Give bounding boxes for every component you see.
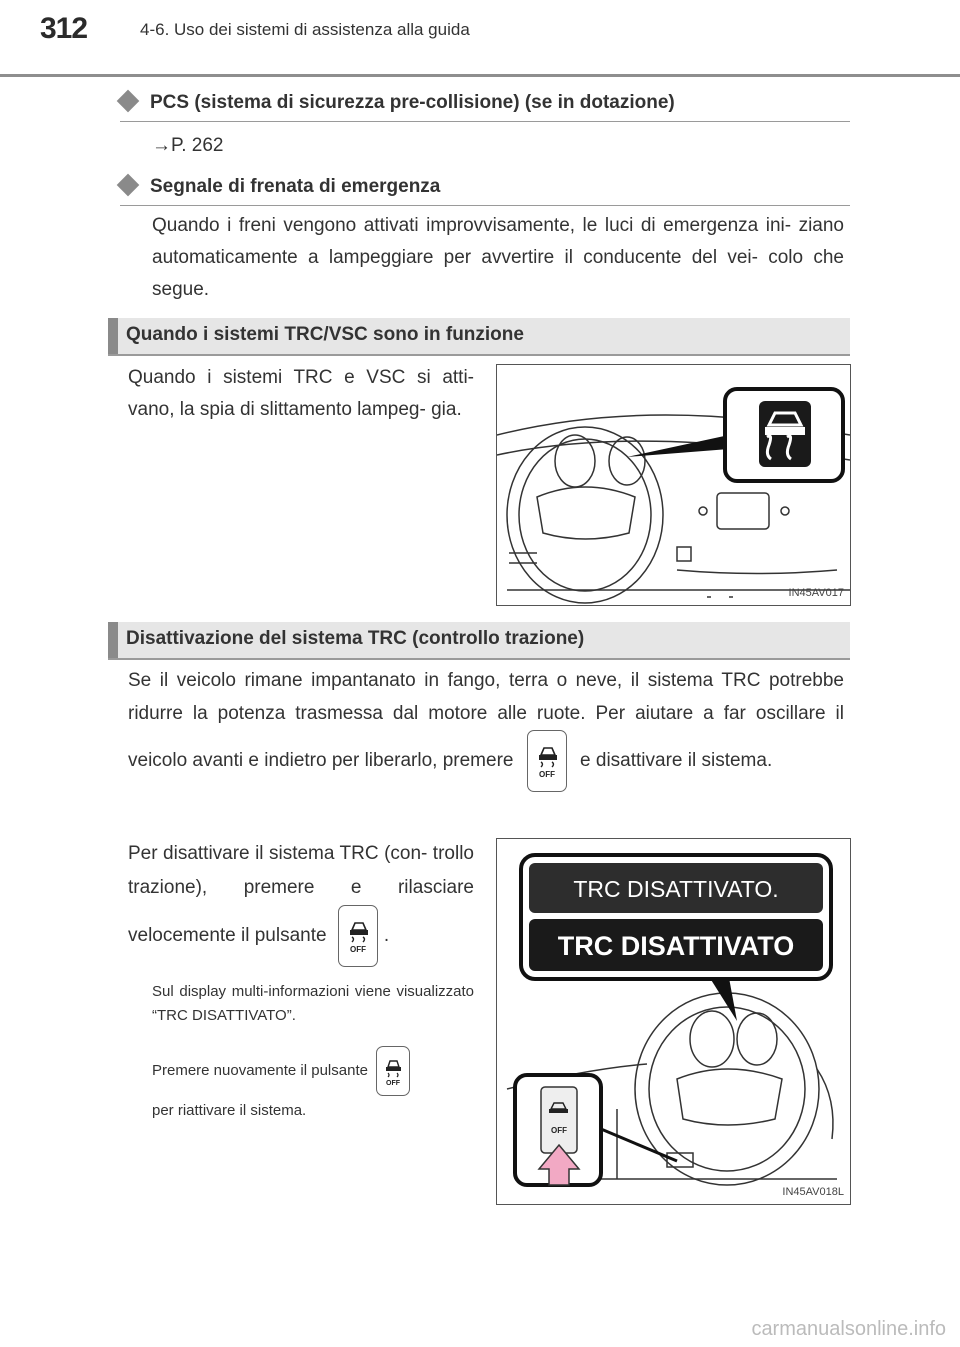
- skid-off-icon: [528, 731, 566, 791]
- section-edge: [108, 318, 118, 354]
- trc-off-instruction: [128, 837, 474, 967]
- trc-off-button-icon: [338, 905, 378, 967]
- section-rule: [108, 354, 850, 356]
- emergency-title-row: [120, 176, 440, 198]
- dashboard-illustration: [497, 365, 850, 605]
- section-edge: [108, 622, 118, 658]
- display-message-top: TRC DISATTIVATO.: [573, 876, 779, 902]
- watermark: carmanualsonline.info: [751, 1318, 946, 1340]
- running-title: 4-6. Uso dei sistemi di assistenza alla guida: [140, 20, 470, 39]
- pcs-title-row: [120, 92, 675, 114]
- trc-off-instruction-before: Per disattivare il sistema TRC (con- trollo trazione), premere e rilasciare velocemente il pulsante: [128, 843, 474, 947]
- note-display: Sul display multi-informazioni viene visualizzato “TRC DISATTIVATO”.: [152, 983, 474, 1024]
- note-reactivate: [152, 1046, 474, 1126]
- pcs-rule: [120, 121, 850, 122]
- emergency-title: Segnale di frenata di emergenza: [150, 176, 441, 197]
- emergency-text: Quando i freni vengono attivati improvvisamente, le luci di emergenza ini- ziano automaticamente a lampeggiare per avvertire il conducente del vei- colo che segue.: [152, 215, 844, 300]
- note-reactivate-after: per riattivare il sistema.: [152, 1102, 307, 1119]
- pcs-title: PCS (sistema di sicurezza pre-collisione) (se in dotazione): [150, 92, 675, 113]
- dashboard-figure: [496, 364, 851, 606]
- emergency-rule: [120, 205, 850, 206]
- trc-off-text-after: e disattivare il sistema.: [580, 750, 773, 772]
- trc-off-illustration: [497, 839, 850, 1204]
- trc-off-text-before: Se il veicolo rimane impantanato in fango, terra o neve, il sistema TRC potrebbe ridurre la potenza trasmessa dal motore alle ruote. Per aiutare a far oscillare il veicolo avanti e indietro per liberarlo, premere: [128, 670, 844, 772]
- off-label: OFF: [551, 1126, 567, 1135]
- trc-off-text: [128, 664, 844, 792]
- diamond-bullet-icon: [117, 90, 140, 113]
- trc-off-figure: [496, 838, 851, 1205]
- trc-vsc-text: Quando i sistemi TRC e VSC si atti- vano, la spia di slittamento lampeg- gia.: [128, 367, 474, 420]
- page-number: 312: [40, 12, 88, 45]
- section-rule: [108, 658, 850, 660]
- off-label: OFF: [349, 945, 366, 954]
- diamond-bullet-icon: [117, 174, 140, 197]
- display-message-bottom: TRC DISATTIVATO: [557, 931, 795, 961]
- section-heading-trc-vsc: [108, 318, 850, 354]
- figure-code: IN45AV017: [788, 587, 844, 599]
- trc-off-button-icon: [527, 730, 567, 792]
- skid-off-icon: [377, 1047, 409, 1095]
- section-title: Quando i sistemi TRC/VSC sono in funzione: [126, 324, 524, 345]
- trc-off-button-icon: [376, 1046, 410, 1096]
- figure-code: IN45AV018L: [782, 1186, 844, 1198]
- skid-off-icon: [339, 906, 377, 966]
- header-rule: [0, 74, 960, 77]
- note-reactivate-before: Premere nuovamente il pulsante: [152, 1061, 368, 1079]
- trc-off-instruction-after: .: [383, 925, 390, 947]
- pcs-reference[interactable]: →P. 262: [152, 135, 224, 156]
- section-title: Disattivazione del sistema TRC (controllo trazione): [126, 628, 585, 649]
- off-label: OFF: [538, 770, 555, 779]
- off-label: OFF: [386, 1080, 401, 1087]
- section-heading-trc-off: [108, 622, 850, 658]
